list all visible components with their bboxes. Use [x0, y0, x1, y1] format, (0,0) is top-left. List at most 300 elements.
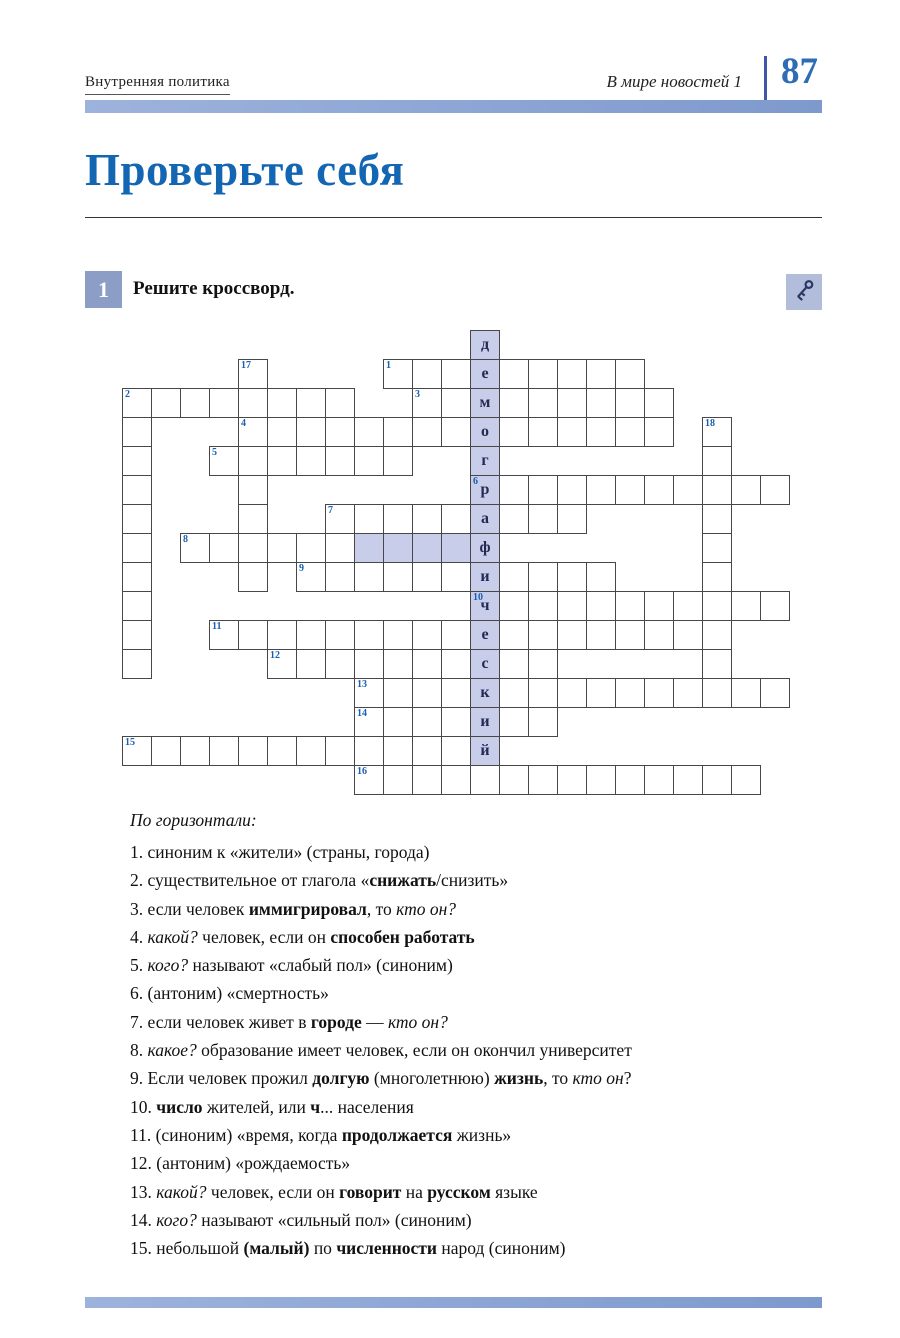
crossword-cell — [470, 388, 500, 418]
crossword-cell — [441, 678, 471, 708]
crossword-cell — [412, 678, 442, 708]
clue-number: 3. — [130, 898, 148, 919]
clue-line — [130, 866, 790, 894]
crossword-cell — [209, 388, 239, 418]
crossword-cell — [122, 562, 152, 592]
crossword-cell — [586, 388, 616, 418]
crossword-cell — [499, 765, 529, 795]
crossword-cell — [528, 678, 558, 708]
cell-letter: р — [480, 481, 490, 498]
crossword-cell — [383, 446, 413, 476]
clue-text-segment: кого? — [147, 955, 189, 976]
title-rule — [85, 217, 822, 218]
crossword-cell — [702, 591, 732, 621]
header-divider — [764, 56, 767, 101]
crossword-cell — [383, 736, 413, 766]
crossword-cell — [383, 533, 413, 563]
crossword-cell — [470, 765, 500, 795]
crossword-cell — [122, 533, 152, 563]
crossword-cell — [383, 707, 413, 737]
crossword-cell — [354, 504, 384, 534]
cell-number: 2 — [125, 389, 130, 400]
crossword-cell — [615, 620, 645, 650]
clue-number: 9. — [130, 1068, 148, 1089]
clue-text-segment: , то — [366, 898, 397, 919]
clue-number: 8. — [130, 1040, 148, 1061]
page-title: Проверьте себя — [85, 145, 405, 195]
clue-number: 4. — [130, 926, 148, 947]
cell-letter: с — [481, 655, 489, 672]
crossword-cell — [702, 417, 732, 447]
clue-line — [130, 1036, 790, 1064]
crossword-cell — [325, 417, 355, 447]
cell-number: 9 — [299, 563, 304, 574]
crossword-cell — [412, 359, 442, 389]
cell-number: 5 — [212, 447, 217, 458]
crossword-cell — [586, 678, 616, 708]
crossword-cell — [412, 504, 442, 534]
footer-bar — [85, 1297, 822, 1308]
cell-letter: к — [480, 684, 490, 701]
crossword-cell — [267, 388, 297, 418]
crossword-cell — [238, 475, 268, 505]
crossword-cell — [441, 707, 471, 737]
crossword-cell — [412, 765, 442, 795]
crossword-cell — [470, 649, 500, 679]
crossword-cell — [499, 649, 529, 679]
crossword-cell — [267, 533, 297, 563]
cell-letter: а — [481, 510, 489, 527]
clue-line — [130, 1093, 790, 1121]
crossword-cell — [499, 562, 529, 592]
crossword-cell — [586, 475, 616, 505]
exercise-number-badge: 1 — [85, 271, 122, 308]
cell-letter: м — [479, 394, 491, 411]
crossword-cell — [470, 504, 500, 534]
crossword-cell — [267, 417, 297, 447]
clue-text-segment: языке — [490, 1181, 538, 1202]
crossword-cell — [383, 417, 413, 447]
crossword-cell — [557, 562, 587, 592]
clue-text-segment: способен работать — [330, 926, 475, 947]
crossword-cell — [180, 736, 210, 766]
crossword-cell — [122, 736, 152, 766]
crossword-cell — [702, 620, 732, 650]
clue-line — [130, 1178, 790, 1206]
crossword-cell — [557, 417, 587, 447]
crossword-cell — [731, 765, 761, 795]
clue-text-segment: говорит — [339, 1181, 402, 1202]
clue-text-segment: городе — [310, 1011, 362, 1032]
crossword-cell — [296, 388, 326, 418]
cell-letter: и — [480, 568, 490, 585]
crossword-cell — [151, 736, 181, 766]
crossword-cell — [731, 591, 761, 621]
crossword-cell — [615, 359, 645, 389]
crossword-cell — [702, 504, 732, 534]
clue-text-segment: (многолетнюю) — [369, 1068, 495, 1089]
crossword-cell — [470, 707, 500, 737]
crossword-cell — [528, 649, 558, 679]
crossword-cell — [383, 678, 413, 708]
crossword-cell — [557, 475, 587, 505]
crossword-cell — [325, 649, 355, 679]
running-head-right: В мире новостей 1 — [606, 72, 742, 91]
crossword-cell — [557, 620, 587, 650]
crossword-cell — [499, 475, 529, 505]
crossword-cell — [354, 417, 384, 447]
crossword-cell — [470, 562, 500, 592]
crossword-cell — [441, 736, 471, 766]
cell-number: 8 — [183, 534, 188, 545]
clue-line — [130, 1121, 790, 1149]
clue-text-segment: на — [401, 1181, 428, 1202]
cell-letter: д — [480, 336, 490, 353]
crossword-cell — [383, 504, 413, 534]
clue-text-segment: если человек живет в — [147, 1011, 311, 1032]
crossword-cell — [499, 707, 529, 737]
clue-text-segment: если человек — [147, 898, 249, 919]
crossword-cell — [354, 446, 384, 476]
crossword-cell — [441, 649, 471, 679]
crossword-cell — [470, 417, 500, 447]
crossword-cell — [586, 765, 616, 795]
clue-text-segment: образование имеет человек, если он окончил университет — [196, 1040, 632, 1061]
crossword-cell — [499, 591, 529, 621]
crossword-cell — [354, 620, 384, 650]
clue-number: 12. — [130, 1153, 157, 1174]
crossword-cell — [354, 649, 384, 679]
crossword-cell — [470, 678, 500, 708]
clue-text-segment: жителей, или — [202, 1096, 311, 1117]
clue-number: 13. — [130, 1181, 157, 1202]
crossword-cell — [296, 446, 326, 476]
clue-line — [130, 979, 790, 1007]
crossword-cell — [760, 475, 790, 505]
crossword-cell — [325, 533, 355, 563]
crossword-cell — [702, 533, 732, 563]
clue-text-segment: кого? — [156, 1209, 197, 1230]
clue-number: 11. — [130, 1124, 156, 1145]
crossword-cell — [325, 736, 355, 766]
cell-number: 15 — [125, 737, 135, 748]
crossword-cell — [325, 504, 355, 534]
crossword-cell — [557, 678, 587, 708]
crossword-cell — [238, 417, 268, 447]
crossword-cell — [122, 620, 152, 650]
clue-number: 2. — [130, 870, 148, 891]
crossword-cell — [267, 446, 297, 476]
clues-list — [130, 838, 790, 1262]
clue-text-segment: долгую — [312, 1068, 370, 1089]
crossword-cell — [702, 765, 732, 795]
crossword-cell — [441, 417, 471, 447]
crossword-cell — [354, 562, 384, 592]
crossword-cell — [470, 359, 500, 389]
clue-text-segment: продолжается — [341, 1124, 453, 1145]
crossword-cell — [325, 620, 355, 650]
cell-letter: о — [481, 423, 489, 440]
crossword-cell — [702, 475, 732, 505]
crossword-cell — [499, 504, 529, 534]
clue-text-segment: какой? — [156, 1181, 207, 1202]
cell-number: 1 — [386, 360, 391, 371]
crossword-cell — [470, 533, 500, 563]
crossword-cell — [383, 620, 413, 650]
crossword-cell — [615, 475, 645, 505]
crossword-cell — [296, 736, 326, 766]
clue-number: 15. — [130, 1238, 157, 1259]
crossword-cell — [325, 446, 355, 476]
cell-number: 16 — [357, 766, 367, 777]
crossword-cell — [644, 417, 674, 447]
crossword-cell — [615, 388, 645, 418]
cell-number: 11 — [212, 621, 222, 632]
cell-letter: ч — [480, 597, 490, 614]
clue-text-segment: называют «сильный пол» (синоним) — [196, 1209, 472, 1230]
crossword-cell — [383, 765, 413, 795]
cell-letter: г — [481, 452, 489, 469]
crossword-cell — [209, 533, 239, 563]
crossword-cell — [557, 359, 587, 389]
crossword-cell — [586, 591, 616, 621]
crossword-cell — [470, 446, 500, 476]
crossword-cell — [499, 678, 529, 708]
clue-text-segment: — — [361, 1011, 388, 1032]
clue-text-segment: Если человек прожил — [147, 1068, 313, 1089]
crossword-cell — [644, 475, 674, 505]
crossword-cell — [122, 475, 152, 505]
crossword-cell — [122, 446, 152, 476]
cell-number: 3 — [415, 389, 420, 400]
crossword-cell — [702, 562, 732, 592]
crossword-cell — [441, 359, 471, 389]
clue-text-segment: какое? — [147, 1040, 197, 1061]
clue-text-segment: человек, если он — [197, 926, 331, 947]
crossword-cell — [151, 388, 181, 418]
crossword-cell — [731, 678, 761, 708]
crossword-cell — [673, 475, 703, 505]
crossword-cell — [644, 678, 674, 708]
clue-number: 5. — [130, 955, 148, 976]
crossword-cell — [412, 707, 442, 737]
crossword-cell — [528, 562, 558, 592]
crossword-cell — [528, 620, 558, 650]
clues-section — [130, 806, 790, 1262]
crossword-cell — [267, 649, 297, 679]
clue-text-segment: по — [309, 1238, 337, 1259]
clue-text-segment: (малый) — [243, 1238, 310, 1259]
clue-line — [130, 1234, 790, 1262]
crossword-cell — [412, 533, 442, 563]
crossword-cell — [412, 649, 442, 679]
crossword-cell — [528, 504, 558, 534]
cell-letter: ф — [479, 539, 491, 556]
answer-key-box — [786, 274, 822, 310]
clue-line — [130, 1064, 790, 1092]
crossword-cell — [412, 736, 442, 766]
clue-text-segment: , то — [543, 1068, 573, 1089]
clue-text-segment: небольшой — [156, 1238, 244, 1259]
crossword-cell — [644, 591, 674, 621]
clue-text-segment: ч — [310, 1096, 321, 1117]
crossword-cell — [644, 620, 674, 650]
crossword-cell — [673, 591, 703, 621]
crossword-cell — [528, 591, 558, 621]
crossword-cell — [180, 533, 210, 563]
crossword-cell — [557, 591, 587, 621]
cell-number: 18 — [705, 418, 715, 429]
exercise-title: Решите кроссворд. — [133, 278, 295, 299]
crossword-cell — [122, 417, 152, 447]
crossword-cell — [383, 562, 413, 592]
page-number: 87 — [781, 51, 818, 92]
crossword-cell — [586, 417, 616, 447]
crossword-cell — [441, 620, 471, 650]
crossword-cell — [354, 765, 384, 795]
crossword-cell — [238, 562, 268, 592]
crossword-cell — [441, 765, 471, 795]
crossword-cell — [383, 359, 413, 389]
crossword-cell — [615, 417, 645, 447]
clue-text-segment: человек, если он — [206, 1181, 340, 1202]
running-head-left: Внутренняя политика — [85, 74, 230, 95]
crossword-cell — [499, 359, 529, 389]
cell-number: 6 — [473, 476, 478, 487]
crossword-cell — [499, 388, 529, 418]
cell-letter: е — [481, 626, 489, 643]
clues-heading: По горизонтали: — [130, 810, 257, 830]
crossword-cell — [528, 765, 558, 795]
crossword-cell — [557, 765, 587, 795]
clue-number: 14. — [130, 1209, 157, 1230]
crossword-cell — [122, 388, 152, 418]
crossword-cell — [586, 620, 616, 650]
crossword-cell — [383, 649, 413, 679]
crossword-cell — [644, 765, 674, 795]
crossword-cell — [238, 736, 268, 766]
crossword-cell — [441, 562, 471, 592]
crossword-cell — [122, 504, 152, 534]
crossword-cell — [296, 562, 326, 592]
cell-number: 12 — [270, 650, 280, 661]
clue-line — [130, 951, 790, 979]
crossword-cell — [412, 417, 442, 447]
crossword-cell — [238, 446, 268, 476]
clue-line — [130, 1008, 790, 1036]
crossword-cell — [644, 388, 674, 418]
crossword-cell — [267, 620, 297, 650]
crossword-cell — [586, 359, 616, 389]
clue-line — [130, 1149, 790, 1177]
clue-number: 1. — [130, 842, 148, 862]
crossword-cell — [586, 562, 616, 592]
cell-number: 13 — [357, 679, 367, 690]
clue-line — [130, 895, 790, 923]
crossword-cell — [412, 620, 442, 650]
crossword-cell — [760, 678, 790, 708]
clue-text-segment: кто он? — [396, 898, 457, 919]
cell-number: 7 — [328, 505, 333, 516]
clue-text-segment: ... населения — [320, 1096, 414, 1117]
clue-text-segment: (антоним) «рождаемость» — [156, 1153, 351, 1174]
crossword-cell — [499, 620, 529, 650]
crossword-cell — [673, 678, 703, 708]
crossword-cell — [470, 591, 500, 621]
crossword-cell — [267, 736, 297, 766]
clue-line — [130, 923, 790, 951]
clue-text-segment: кто он? — [387, 1011, 448, 1032]
crossword-cell — [528, 475, 558, 505]
crossword-cell — [528, 388, 558, 418]
crossword-cell — [702, 446, 732, 476]
crossword-cell — [499, 417, 529, 447]
cell-letter: й — [480, 742, 490, 759]
cell-number: 10 — [473, 592, 483, 603]
crossword-cell — [296, 417, 326, 447]
clue-number: 7. — [130, 1011, 148, 1032]
clue-text-segment: иммигрировал — [248, 898, 367, 919]
crossword-cell — [209, 736, 239, 766]
crossword-cell — [412, 562, 442, 592]
crossword-cell — [122, 649, 152, 679]
header-bar — [85, 100, 822, 113]
crossword-cell — [441, 388, 471, 418]
crossword-cell — [238, 359, 268, 389]
crossword-cell — [470, 736, 500, 766]
cell-number: 4 — [241, 418, 246, 429]
crossword-cell — [209, 446, 239, 476]
crossword-grid — [122, 330, 790, 795]
key-icon — [791, 277, 817, 308]
clue-text-segment: русском — [427, 1181, 491, 1202]
crossword-cell — [702, 678, 732, 708]
clue-text-segment: народ (синоним) — [436, 1238, 566, 1259]
crossword-cell — [354, 678, 384, 708]
crossword-cell — [615, 678, 645, 708]
crossword-cell — [354, 736, 384, 766]
crossword-cell — [528, 417, 558, 447]
crossword-cell — [528, 359, 558, 389]
crossword-cell — [470, 475, 500, 505]
crossword-cell — [412, 388, 442, 418]
crossword-cell — [615, 765, 645, 795]
clue-text-segment: снижать — [369, 870, 437, 891]
cell-number: 14 — [357, 708, 367, 719]
crossword-cell — [296, 649, 326, 679]
crossword-cell — [470, 620, 500, 650]
crossword-cell — [557, 388, 587, 418]
crossword-cell — [760, 591, 790, 621]
crossword-cell — [354, 533, 384, 563]
clue-line — [130, 1206, 790, 1234]
clue-text-segment: называют «слабый пол» (синоним) — [188, 955, 453, 976]
crossword-cell — [528, 707, 558, 737]
clue-text-segment: существительное от глагола « — [147, 870, 370, 891]
crossword-cell — [731, 475, 761, 505]
clue-text-segment: ? — [623, 1068, 632, 1089]
crossword-cell — [122, 591, 152, 621]
crossword-cell — [180, 388, 210, 418]
clue-text-segment: число — [156, 1096, 203, 1117]
crossword-cell — [238, 388, 268, 418]
clue-text-segment: (антоним) «смертность» — [147, 983, 329, 1004]
crossword-cell — [470, 330, 500, 360]
crossword-cell — [673, 765, 703, 795]
clue-text-segment: кто он — [572, 1068, 624, 1089]
clue-number: 10. — [130, 1096, 157, 1117]
clue-text-segment: жизнь» — [452, 1124, 512, 1145]
